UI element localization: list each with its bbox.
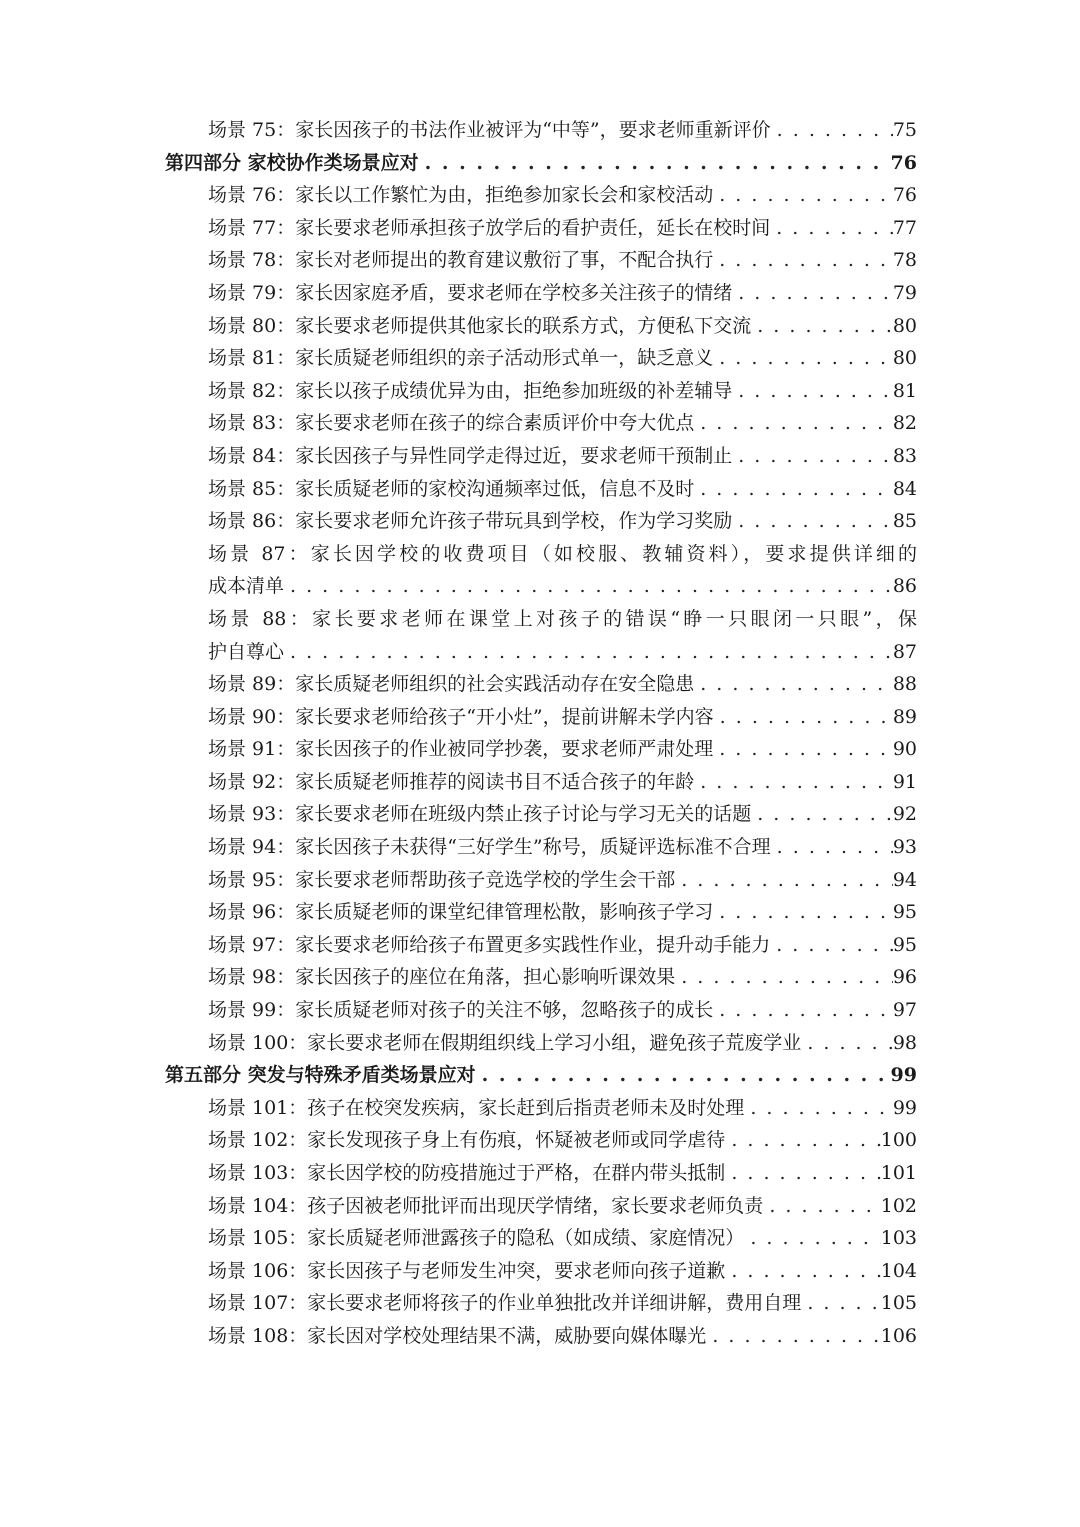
toc-page-number: 75 [892,119,917,141]
toc-entry[interactable] [165,1255,917,1288]
toc-page-number: 91 [892,770,917,793]
toc-entry[interactable] [165,701,917,734]
dot-leader [732,277,893,310]
dot-leader [732,505,893,538]
dot-leader [744,1222,880,1255]
dot-leader [713,342,893,375]
toc-page-number: 95 [892,901,917,924]
toc-entry[interactable] [165,1092,917,1125]
toc-page-number: 96 [892,966,917,989]
toc-entry-title: 场景 84：家长因孩子与异性同学走得过近，要求老师干预制止 [208,444,733,467]
toc-page-number: 89 [892,705,917,728]
dot-leader [801,1027,893,1060]
toc-page-number: 95 [892,933,917,956]
toc-page-number: 99 [892,1096,917,1119]
toc-page-number: 103 [880,1227,917,1250]
toc-entry-title: 场景 83：家长要求老师在孩子的综合素质评价中夸大优点 [208,412,695,435]
toc-entry-title-line2: 成本清单 [208,575,285,598]
toc-page-number: 88 [892,673,917,696]
toc-entry-title: 场景 103：家长因学校的防疫措施过于严格，在群内带头抵制 [208,1162,726,1184]
toc-page-number: 99 [890,1064,917,1087]
toc-entry[interactable] [165,798,917,831]
toc-page-number: 106 [880,1324,917,1347]
toc-entry[interactable] [165,831,917,864]
toc-entry[interactable] [165,179,917,212]
toc-entry-title: 场景 96：家长质疑老师的课堂纪律管理松散，影响孩子学习 [208,901,714,924]
dot-leader [284,570,893,603]
toc-entry-title: 第四部分 家校协作类场景应对 [165,151,419,174]
toc-page-number: 76 [890,151,917,174]
toc-page-number: 90 [892,738,917,761]
dot-leader [770,929,893,962]
toc-page-number: 92 [892,803,917,826]
toc-page-number: 94 [892,868,917,891]
toc-entry[interactable] [165,1222,917,1255]
dot-leader [725,1255,880,1288]
toc-entry[interactable] [165,961,917,994]
toc-entry-title: 场景 93：家长要求老师在班级内禁止孩子讨论与学习无关的话题 [208,803,752,826]
dot-leader [694,473,893,506]
toc-entry-title: 场景 80：家长要求老师提供其他家长的联系方式，方便私下交流 [208,314,752,337]
toc-entry-title: 场景 101：孩子在校突发疾病，家长赶到后指责老师未及时处理 [208,1096,745,1119]
toc-page-number: 80 [892,347,917,370]
toc-page-number: 93 [892,836,917,859]
dot-leader [713,733,893,766]
toc-entry[interactable] [165,733,917,766]
dot-leader [763,1190,880,1223]
toc-page-number: 86 [892,575,917,598]
dot-leader [751,310,893,343]
dot-leader [771,114,893,147]
dot-leader [732,440,893,473]
dot-leader [694,407,893,440]
toc-entry-title: 场景 106：家长因孩子与老师发生冲突，要求老师向孩子道歉 [208,1259,726,1282]
toc-part-heading[interactable] [165,147,917,180]
dot-leader [706,1320,880,1353]
toc-entry-title: 场景 100：家长要求老师在假期组织线上学习小组，避免孩子荒废学业 [208,1031,802,1054]
toc-page-number: 101 [880,1162,917,1184]
toc-entry-title: 场景 79：家长因家庭矛盾，要求老师在学校多关注孩子的情绪 [208,281,733,304]
dot-leader [419,147,891,180]
toc-entry-title: 场景 108：家长因对学校处理结果不满，威胁要向媒体曝光 [208,1324,707,1347]
toc-page-number: 105 [880,1292,917,1315]
dot-leader [725,1157,880,1190]
toc-entry[interactable] [165,994,917,1027]
toc-page-number: 77 [892,216,917,239]
toc-entry[interactable] [165,864,917,897]
toc-entry[interactable] [165,1287,917,1320]
dot-leader [732,375,893,408]
toc-page-number: 104 [880,1259,917,1282]
dot-leader [744,1092,893,1125]
toc-part-heading[interactable] [165,1059,917,1092]
toc-entry-title: 场景 75：家长因孩子的书法作业被评为“中等”，要求老师重新评价 [208,119,771,141]
toc-entry-title: 场景 94：家长因孩子未获得“三好学生”称号，质疑评选标准不合理 [208,836,771,859]
toc-entry-title: 场景 78：家长对老师提出的教育建议敷衍了事，不配合执行 [208,249,714,272]
dot-leader [770,212,893,245]
dot-leader [713,994,893,1027]
toc-entry[interactable] [165,766,917,799]
toc-entry-title: 场景 91：家长因孩子的作业被同学抄袭，要求老师严肃处理 [208,738,714,761]
toc-entry[interactable] [165,896,917,929]
toc-entry[interactable] [165,244,917,277]
dot-leader [476,1059,891,1092]
toc-page-number: 98 [892,1031,917,1054]
toc-entry[interactable] [165,375,917,408]
toc-entry-title: 场景 90：家长要求老师给孩子“开小灶”，提前讲解未学内容 [208,705,714,728]
toc-page-number: 102 [880,1194,917,1217]
dot-leader [751,798,893,831]
toc-entry[interactable] [165,310,917,343]
toc-entry-title: 场景 102：家长发现孩子身上有伤痕，怀疑被老师或同学虐待 [208,1129,726,1152]
dot-leader [713,896,893,929]
toc-entry-title: 场景 76：家长以工作繁忙为由，拒绝参加家长会和家校活动 [208,184,714,207]
toc-entry[interactable] [165,473,917,506]
toc-page-number: 80 [892,314,917,337]
toc-entry-title: 场景 97：家长要求老师给孩子布置更多实践性作业，提升动手能力 [208,933,771,956]
toc-page-number: 76 [892,184,917,207]
toc-page-number: 83 [892,444,917,467]
toc-entry[interactable] [165,1320,917,1353]
dot-leader [675,961,893,994]
toc-entry[interactable] [165,277,917,310]
toc-page-number: 79 [892,281,917,304]
toc-entry-title: 场景 99：家长质疑老师对孩子的关注不够，忽略孩子的成长 [208,999,714,1022]
toc-entry[interactable] [165,440,917,473]
toc-page-number: 100 [880,1129,917,1152]
toc-entry-wrapped[interactable] [165,538,917,603]
toc-entry-title-line2: 护自尊心 [208,640,285,663]
toc-entry[interactable] [165,342,917,375]
toc-entry[interactable] [165,114,917,147]
toc-page-number: 85 [892,510,917,533]
toc-entry-title: 场景 92：家长质疑老师推荐的阅读书目不适合孩子的年龄 [208,770,695,793]
toc-entry-title: 场景 86：家长要求老师允许孩子带玩具到学校，作为学习奖励 [208,510,733,533]
toc-entry[interactable] [165,212,917,245]
dot-leader [694,766,893,799]
toc-entry-title: 场景 98：家长因孩子的座位在角落，担心影响听课效果 [208,966,676,989]
toc-page-number: 97 [892,999,917,1022]
toc-page-number: 81 [892,379,917,402]
toc-entry-title: 场景 85：家长质疑老师的家校沟通频率过低，信息不及时 [208,477,695,500]
toc-entry-title: 场景 77：家长要求老师承担孩子放学后的看护责任，延长在校时间 [208,216,771,239]
toc-page-number: 82 [892,412,917,435]
table-of-contents [165,114,917,1353]
dot-leader [713,244,893,277]
toc-entry-title: 场景 89：家长质疑老师组织的社会实践活动存在安全隐患 [208,673,695,696]
dot-leader [694,668,893,701]
dot-leader [675,864,893,897]
toc-entry-title-line1: 场景 87：家长因学校的收费项目（如校服、教辅资料），要求提供详细的 [208,542,917,565]
dot-leader [725,1124,880,1157]
dot-leader [713,179,893,212]
dot-leader [771,831,893,864]
toc-entry-title: 场景 105：家长质疑老师泄露孩子的隐私（如成绩、家庭情况） [208,1227,745,1250]
toc-entry[interactable] [165,1190,917,1223]
dot-leader [801,1287,880,1320]
toc-entry-title-line1: 场景 88：家长要求老师在课堂上对孩子的错误“睁一只眼闭一只眼”，保 [208,607,917,630]
toc-entry-title: 场景 95：家长要求老师帮助孩子竞选学校的学生会干部 [208,868,676,891]
toc-page-number: 84 [892,477,917,500]
toc-entry-title: 场景 81：家长质疑老师组织的亲子活动形式单一，缺乏意义 [208,347,714,370]
toc-entry-title: 场景 82：家长以孩子成绩优异为由，拒绝参加班级的补差辅导 [208,379,733,402]
dot-leader [714,701,893,734]
toc-entry-wrapped[interactable] [165,603,917,668]
toc-page-number: 78 [892,249,917,272]
dot-leader [284,636,893,669]
toc-entry-title: 场景 107：家长要求老师将孩子的作业单独批改并详细讲解，费用自理 [208,1292,802,1315]
toc-page-number: 87 [892,640,917,663]
toc-entry[interactable] [165,668,917,701]
toc-entry[interactable] [165,1124,917,1157]
toc-entry[interactable] [165,1027,917,1060]
toc-entry[interactable] [165,1157,917,1190]
toc-entry-title: 场景 104：孩子因被老师批评而出现厌学情绪，家长要求老师负责 [208,1194,764,1217]
toc-entry[interactable] [165,929,917,962]
toc-entry[interactable] [165,505,917,538]
toc-entry-title: 第五部分 突发与特殊矛盾类场景应对 [165,1064,476,1087]
toc-entry[interactable] [165,407,917,440]
